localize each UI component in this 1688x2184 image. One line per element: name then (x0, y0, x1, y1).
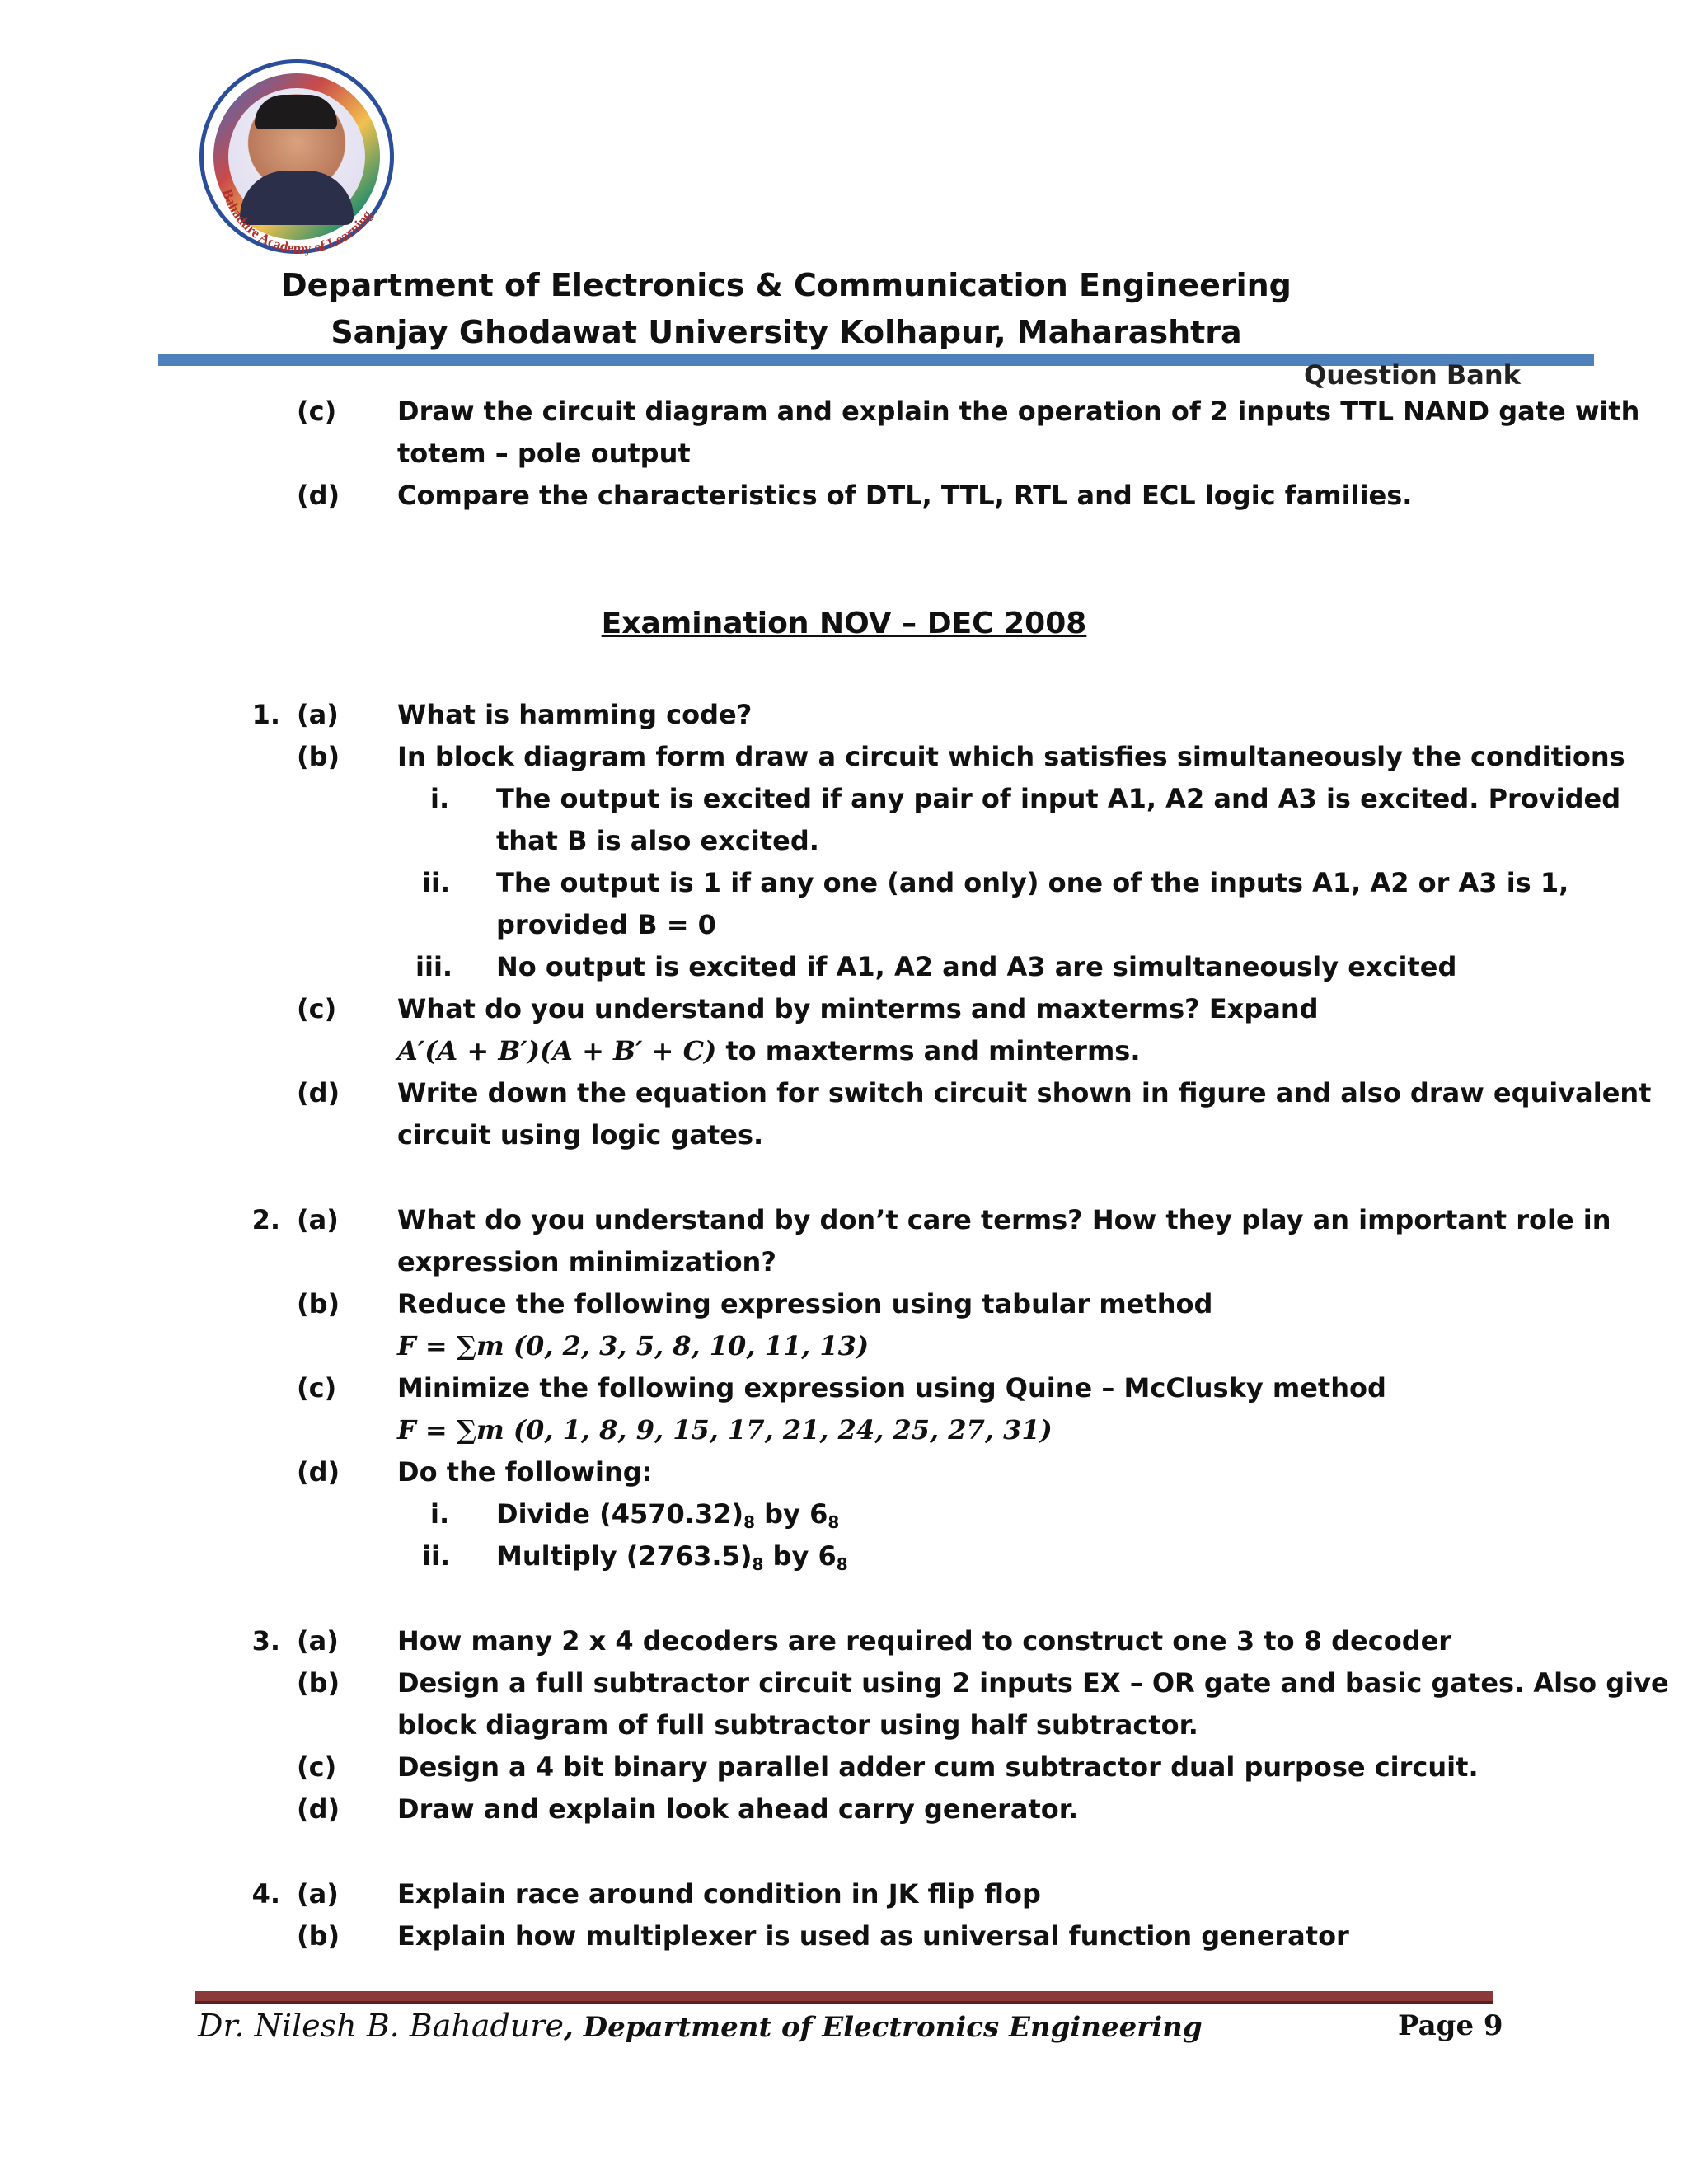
question-number: 3. (251, 1625, 280, 1657)
item-text: What do you understand by minterms and maxterms? Expand (397, 993, 1319, 1024)
question-number: 4. (251, 1878, 280, 1910)
item-text: Compare the characteristics of DTL, TTL, RTL and ECL logic families. (397, 480, 1413, 511)
subitem-text: The output is 1 if any one (and only) one of the inputs A1, A2 or A3 is 1, (496, 867, 1569, 898)
item-label: (c) (297, 993, 337, 1024)
item-text: Explain race around condition in JK flip flop (397, 1878, 1041, 1910)
subitem-label: ii. (422, 1540, 451, 1572)
item-label: (b) (297, 741, 340, 772)
item-text: Draw the circuit diagram and explain the operation of 2 inputs TTL NAND gate with (397, 396, 1640, 427)
item-text: Reduce the following expression using tabular method (397, 1288, 1213, 1319)
item-text: expression minimization? (397, 1246, 776, 1277)
base-subscript: 8 (836, 1554, 848, 1574)
item-label: (d) (297, 1793, 340, 1825)
logo-arc-text (204, 63, 398, 258)
subitem-text-part: by 6 (755, 1498, 828, 1530)
question-number: 2. (251, 1204, 280, 1235)
item-label: (a) (297, 1625, 339, 1657)
item-text: In block diagram form draw a circuit which satisfies simultaneously the conditions (397, 741, 1625, 772)
footer-rule (195, 1991, 1493, 2004)
item-label: (a) (297, 1878, 339, 1910)
subitem-text: that B is also excited. (496, 825, 819, 856)
subitem-label: i. (430, 1498, 450, 1530)
item-text: Design a 4 bit binary parallel adder cum subtractor dual purpose circuit. (397, 1751, 1479, 1783)
item-text-tail: to maxterms and minterms. (716, 1035, 1141, 1066)
subitem-text-part: Divide (4570.32) (496, 1498, 744, 1530)
subitem-text (496, 1540, 848, 1574)
exam-title: Examination NOV – DEC 2008 (601, 607, 1087, 640)
item-label: (a) (297, 699, 339, 730)
item-text: Write down the equation for switch circuit shown in figure and also draw equivalent (397, 1077, 1652, 1108)
base-subscript: 8 (828, 1512, 840, 1532)
subitem-label: i. (430, 783, 450, 814)
item-label: (b) (297, 1667, 340, 1699)
item-text: Draw and explain look ahead carry generator. (397, 1793, 1079, 1825)
item-label: (c) (297, 1751, 337, 1783)
subitem-label: iii. (415, 951, 453, 982)
subitem-text (496, 1498, 839, 1532)
item-text: What is hamming code? (397, 699, 753, 730)
item-label: (d) (297, 1077, 340, 1108)
item-label: (c) (297, 396, 337, 427)
subitem-label: ii. (422, 867, 451, 898)
item-label: (b) (297, 1288, 340, 1319)
math-expression: F = ∑m (0, 1, 8, 9, 15, 17, 21, 24, 25, 27, 31) (397, 1414, 1053, 1446)
subitem-text: provided B = 0 (496, 909, 716, 940)
base-subscript: 8 (752, 1554, 764, 1574)
item-text: block diagram of full subtractor using half subtractor. (397, 1709, 1198, 1741)
item-text: Minimize the following expression using Quine – McClusky method (397, 1372, 1386, 1404)
subitem-text-part: Multiply (2763.5) (496, 1540, 753, 1572)
item-text: What do you understand by don’t care terms? How they play an important role in (397, 1204, 1611, 1235)
math-expression: A′(A + B′)(A + B′ + C) (397, 1035, 717, 1066)
item-text: Explain how multiplexer is used as universal function generator (397, 1920, 1349, 1952)
item-label: (c) (297, 1372, 337, 1404)
item-label: (a) (297, 1204, 339, 1235)
page-number: Page 9 (1398, 2009, 1503, 2042)
item-label: (b) (297, 1920, 340, 1952)
university-heading: Sanjay Ghodawat University Kolhapur, Maharashtra (331, 314, 1242, 350)
question-number: 1. (251, 699, 280, 730)
item-text: Do the following: (397, 1456, 653, 1488)
svg-text:Bahadure Academy of Learning: Bahadure Academy of Learning (219, 187, 376, 257)
item-label: (d) (297, 480, 340, 511)
question-bank-tag: Question Bank (1304, 359, 1521, 391)
item-text (397, 1035, 1141, 1066)
base-subscript: 8 (743, 1512, 756, 1532)
subitem-text: No output is excited if A1, A2 and A3 are simultaneously excited (496, 951, 1457, 982)
author-name: Dr. Nilesh B. Bahadure (198, 2008, 564, 2044)
item-text: circuit using logic gates. (397, 1119, 764, 1151)
item-text: Design a full subtractor circuit using 2 inputs EX – OR gate and basic gates. Also give (397, 1667, 1669, 1699)
author-department: , Department of Electronics Engineering (563, 2011, 1203, 2044)
academy-logo (199, 59, 394, 257)
department-heading: Department of Electronics & Communication Engineering (281, 267, 1292, 303)
item-text: totem – pole output (397, 438, 691, 469)
subitem-text-part: by 6 (763, 1540, 837, 1572)
item-label: (d) (297, 1456, 340, 1488)
item-text: How many 2 x 4 decoders are required to construct one 3 to 8 decoder (397, 1625, 1452, 1657)
subitem-text: The output is excited if any pair of input A1, A2 and A3 is excited. Provided (496, 783, 1621, 814)
math-expression: F = ∑m (0, 2, 3, 5, 8, 10, 11, 13) (397, 1330, 870, 1361)
footer-author (198, 2008, 1203, 2044)
